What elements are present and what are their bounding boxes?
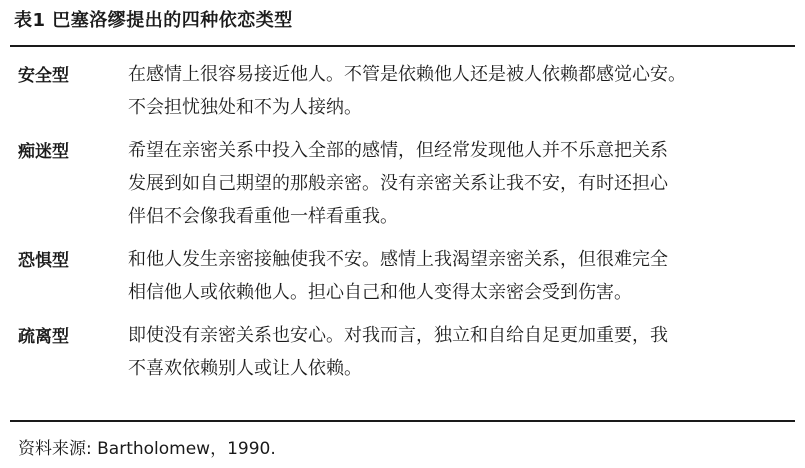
row-description	[128, 134, 783, 233]
row-label-secure: 安全型	[18, 66, 69, 86]
source-note: 资料来源: Bartholomew，1990.	[18, 439, 276, 459]
row-label-fearful: 恐惧型	[18, 251, 69, 271]
description-line: 不喜欢依赖别人或让人依赖。	[128, 358, 362, 379]
table-title: 表1 巴塞洛缪提出的四种依恋类型	[14, 10, 293, 31]
row-description	[128, 58, 783, 124]
table-row	[0, 58, 805, 124]
description-line: 即使没有亲密关系也安心。对我而言，独立和自给自足更加重要，我	[128, 325, 668, 346]
row-description	[128, 243, 783, 309]
description-line: 在感情上很容易接近他人。不管是依赖他人还是被人依赖都感觉心安。	[128, 64, 686, 85]
table-body	[0, 58, 805, 395]
table-top-rule	[10, 45, 795, 47]
description-line: 和他人发生亲密接触使我不安。感情上我渴望亲密关系，但很难完全	[128, 249, 668, 270]
description-line: 相信他人或依赖他人。担心自己和他人变得太亲密会受到伤害。	[128, 282, 632, 303]
table-bottom-rule	[10, 420, 795, 422]
row-description	[128, 319, 783, 385]
description-line: 伴侣不会像我看重他一样看重我。	[128, 206, 398, 227]
table-row	[0, 319, 805, 385]
table-row	[0, 134, 805, 233]
description-line: 发展到如自己期望的那般亲密。没有亲密关系让我不安，有时还担心	[128, 173, 668, 194]
row-label-preoccupied: 痴迷型	[18, 142, 69, 162]
description-line: 不会担忧独处和不为人接纳。	[128, 97, 362, 118]
row-label-dismissing: 疏离型	[18, 327, 69, 347]
description-line: 希望在亲密关系中投入全部的感情，但经常发现他人并不乐意把关系	[128, 140, 668, 161]
table-row	[0, 243, 805, 309]
